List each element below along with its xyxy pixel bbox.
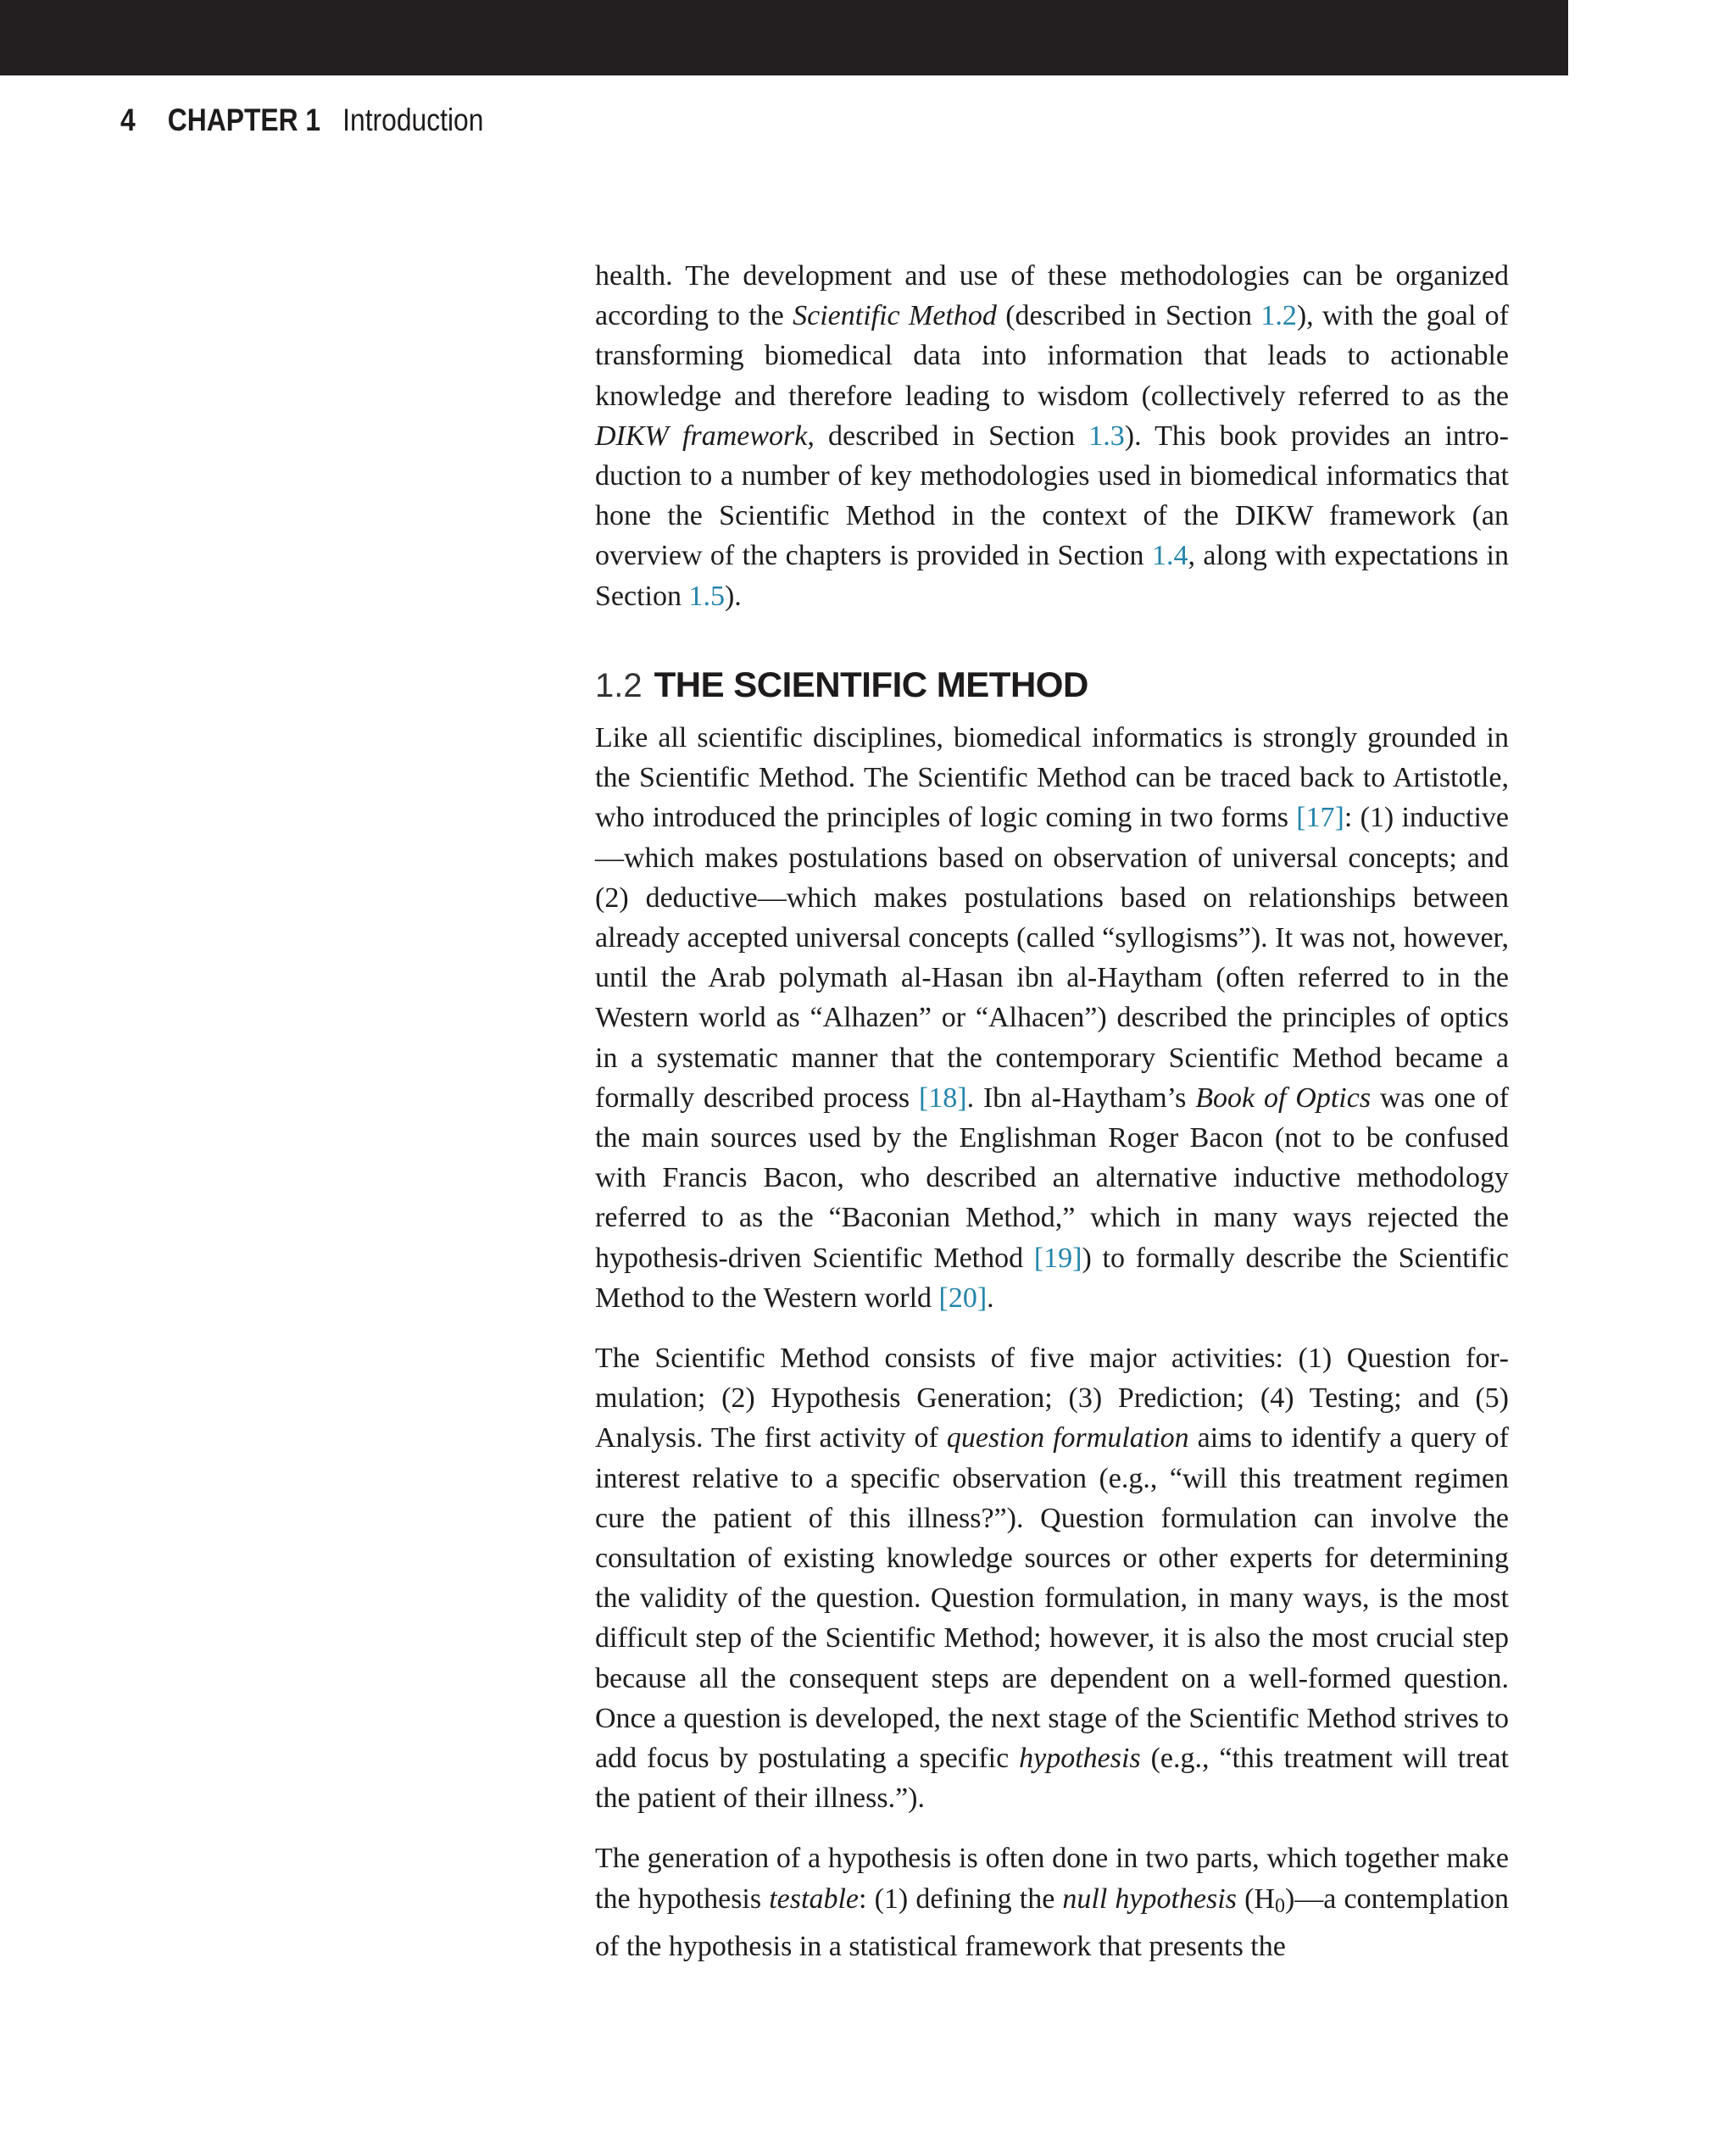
section-body [595,718,1509,1966]
text-run: . [987,1282,994,1314]
text-run: , described in Section [807,420,1089,452]
section-link-1-5[interactable]: 1.5 [688,580,725,612]
citation-link-20[interactable]: [20] [938,1282,988,1314]
text-run: ), with the goal of transforming biomedical data into information that leads to actionable knowledge and therefore leading to wisdom (collectively referred to as the [595,300,1509,412]
text-run: (described in Section [996,300,1261,332]
text-run: (e.g., “this treatment will treat the patient of their illness.”). [595,1743,1509,1815]
text-run: ). This book provides an introduction to a number of key methodologies used in biomedical informatics that hone the Scientific Method in the context of the DIKW framework (an overview of the chapters is provided in Section [595,420,1509,572]
text-run: , along with expectations in Section [595,540,1509,612]
subscript-zero: 0 [1274,1894,1285,1917]
text-run: ) to formally describe the Scientific Method to the Western world [595,1242,1509,1314]
text-run: was one of the main sources used by the Englishman Roger Bacon (not to be confused with Francis Bacon, who described an alternative inductive methodology referred to as the “Baconian Method,” which in many ways rejected the hypothesis-driven Scientific Method [595,1082,1509,1274]
text-run: The generation of a hypothesis is often done in two parts, which together make the hypothesis [595,1843,1509,1915]
text-run: )—a contemplation of the hypothesis in a statistical framework that presents the [595,1882,1510,1962]
paragraph-hypothesis-generation [595,1838,1509,1966]
header-bar [0,0,1568,75]
emphasis-dikw-framework: DIKW framework [595,420,808,452]
section-title: THE SCIENTIFIC METHOD [654,665,1088,704]
citation-link-17[interactable]: [17] [1296,802,1344,834]
running-head [120,95,483,146]
paragraph-five-activities [595,1338,1509,1818]
chapter-title: Introduction [342,103,484,137]
text-run: : (1) defining the [859,1882,1063,1915]
section-link-1-4[interactable]: 1.4 [1151,540,1188,572]
section-link-1-2[interactable]: 1.2 [1260,300,1297,332]
section-link-1-3[interactable]: 1.3 [1088,420,1125,452]
chapter-label: CHAPTER 1 [167,103,321,137]
text-run: health. The development and use of these methodologies can be organized according to the [595,260,1509,332]
text-run: . Ibn al-Haytham’s [966,1082,1196,1114]
text-run: The Scientific Method consists of five major activities: (1) Question formulation; (2) Hypothesis Generation; (3) Prediction; (4) Testing; and (5) Analysis. The first activity of [595,1343,1509,1454]
intro-text-block [595,256,1509,616]
text-run: (H [1236,1882,1275,1915]
intro-paragraph [595,256,1509,616]
emphasis-hypothesis: hypothesis [1019,1743,1141,1775]
citation-link-19[interactable]: [19] [1033,1242,1082,1274]
section-heading [595,661,1088,709]
emphasis-testable: testable [769,1882,859,1915]
section-number: 1.2 [595,667,643,704]
emphasis-book-of-optics: Book of Optics [1195,1082,1372,1114]
emphasis-question-formulation: question formulation [946,1422,1189,1454]
text-run: ). [724,580,742,612]
citation-link-18[interactable]: [18] [918,1082,967,1114]
paragraph-scientific-method-history [595,718,1509,1318]
text-run: Like all scientific disciplines, biomedical informatics is strongly grounded in the Scientific Method. The Scientific Method can be traced back to Artistotle, who introduced the principles of logic coming in two forms [595,722,1509,834]
emphasis-null-hypothesis: null hypothesis [1062,1882,1237,1915]
text-run: : (1) inductive—which makes postulations based on observation of universal concepts; and (2) deductive—which makes postulations based on relationships between already accepted universal concepts (called “syllogisms”). It was not, however, until the Arab polymath al-Hasan ibn al-Haytham (often referred to in the Western world as “Alhazen” or “Alhacen”) described the principles of optics in a systematic manner that the contemporary Scientific Method became a formally described process [595,802,1509,1114]
emphasis-scientific-method: Scientific Method [793,300,997,332]
text-run: aims to identify a query of interest relative to a specific observation (e.g., “will this treatment regimen cure the patient of this illness?”). Question formulation can involve the consultation of existing knowledge sources or other experts for determining the validity of the question. Question formulation, in many ways, is the most difficult step of the Scientific Method; however, it is also the most crucial step because all the consequent steps are dependent on a well-formed question. Once a question is developed, the next stage of the Scientific Method strives to add focus by postulating a specific [595,1422,1509,1775]
page-number: 4 [120,103,136,137]
